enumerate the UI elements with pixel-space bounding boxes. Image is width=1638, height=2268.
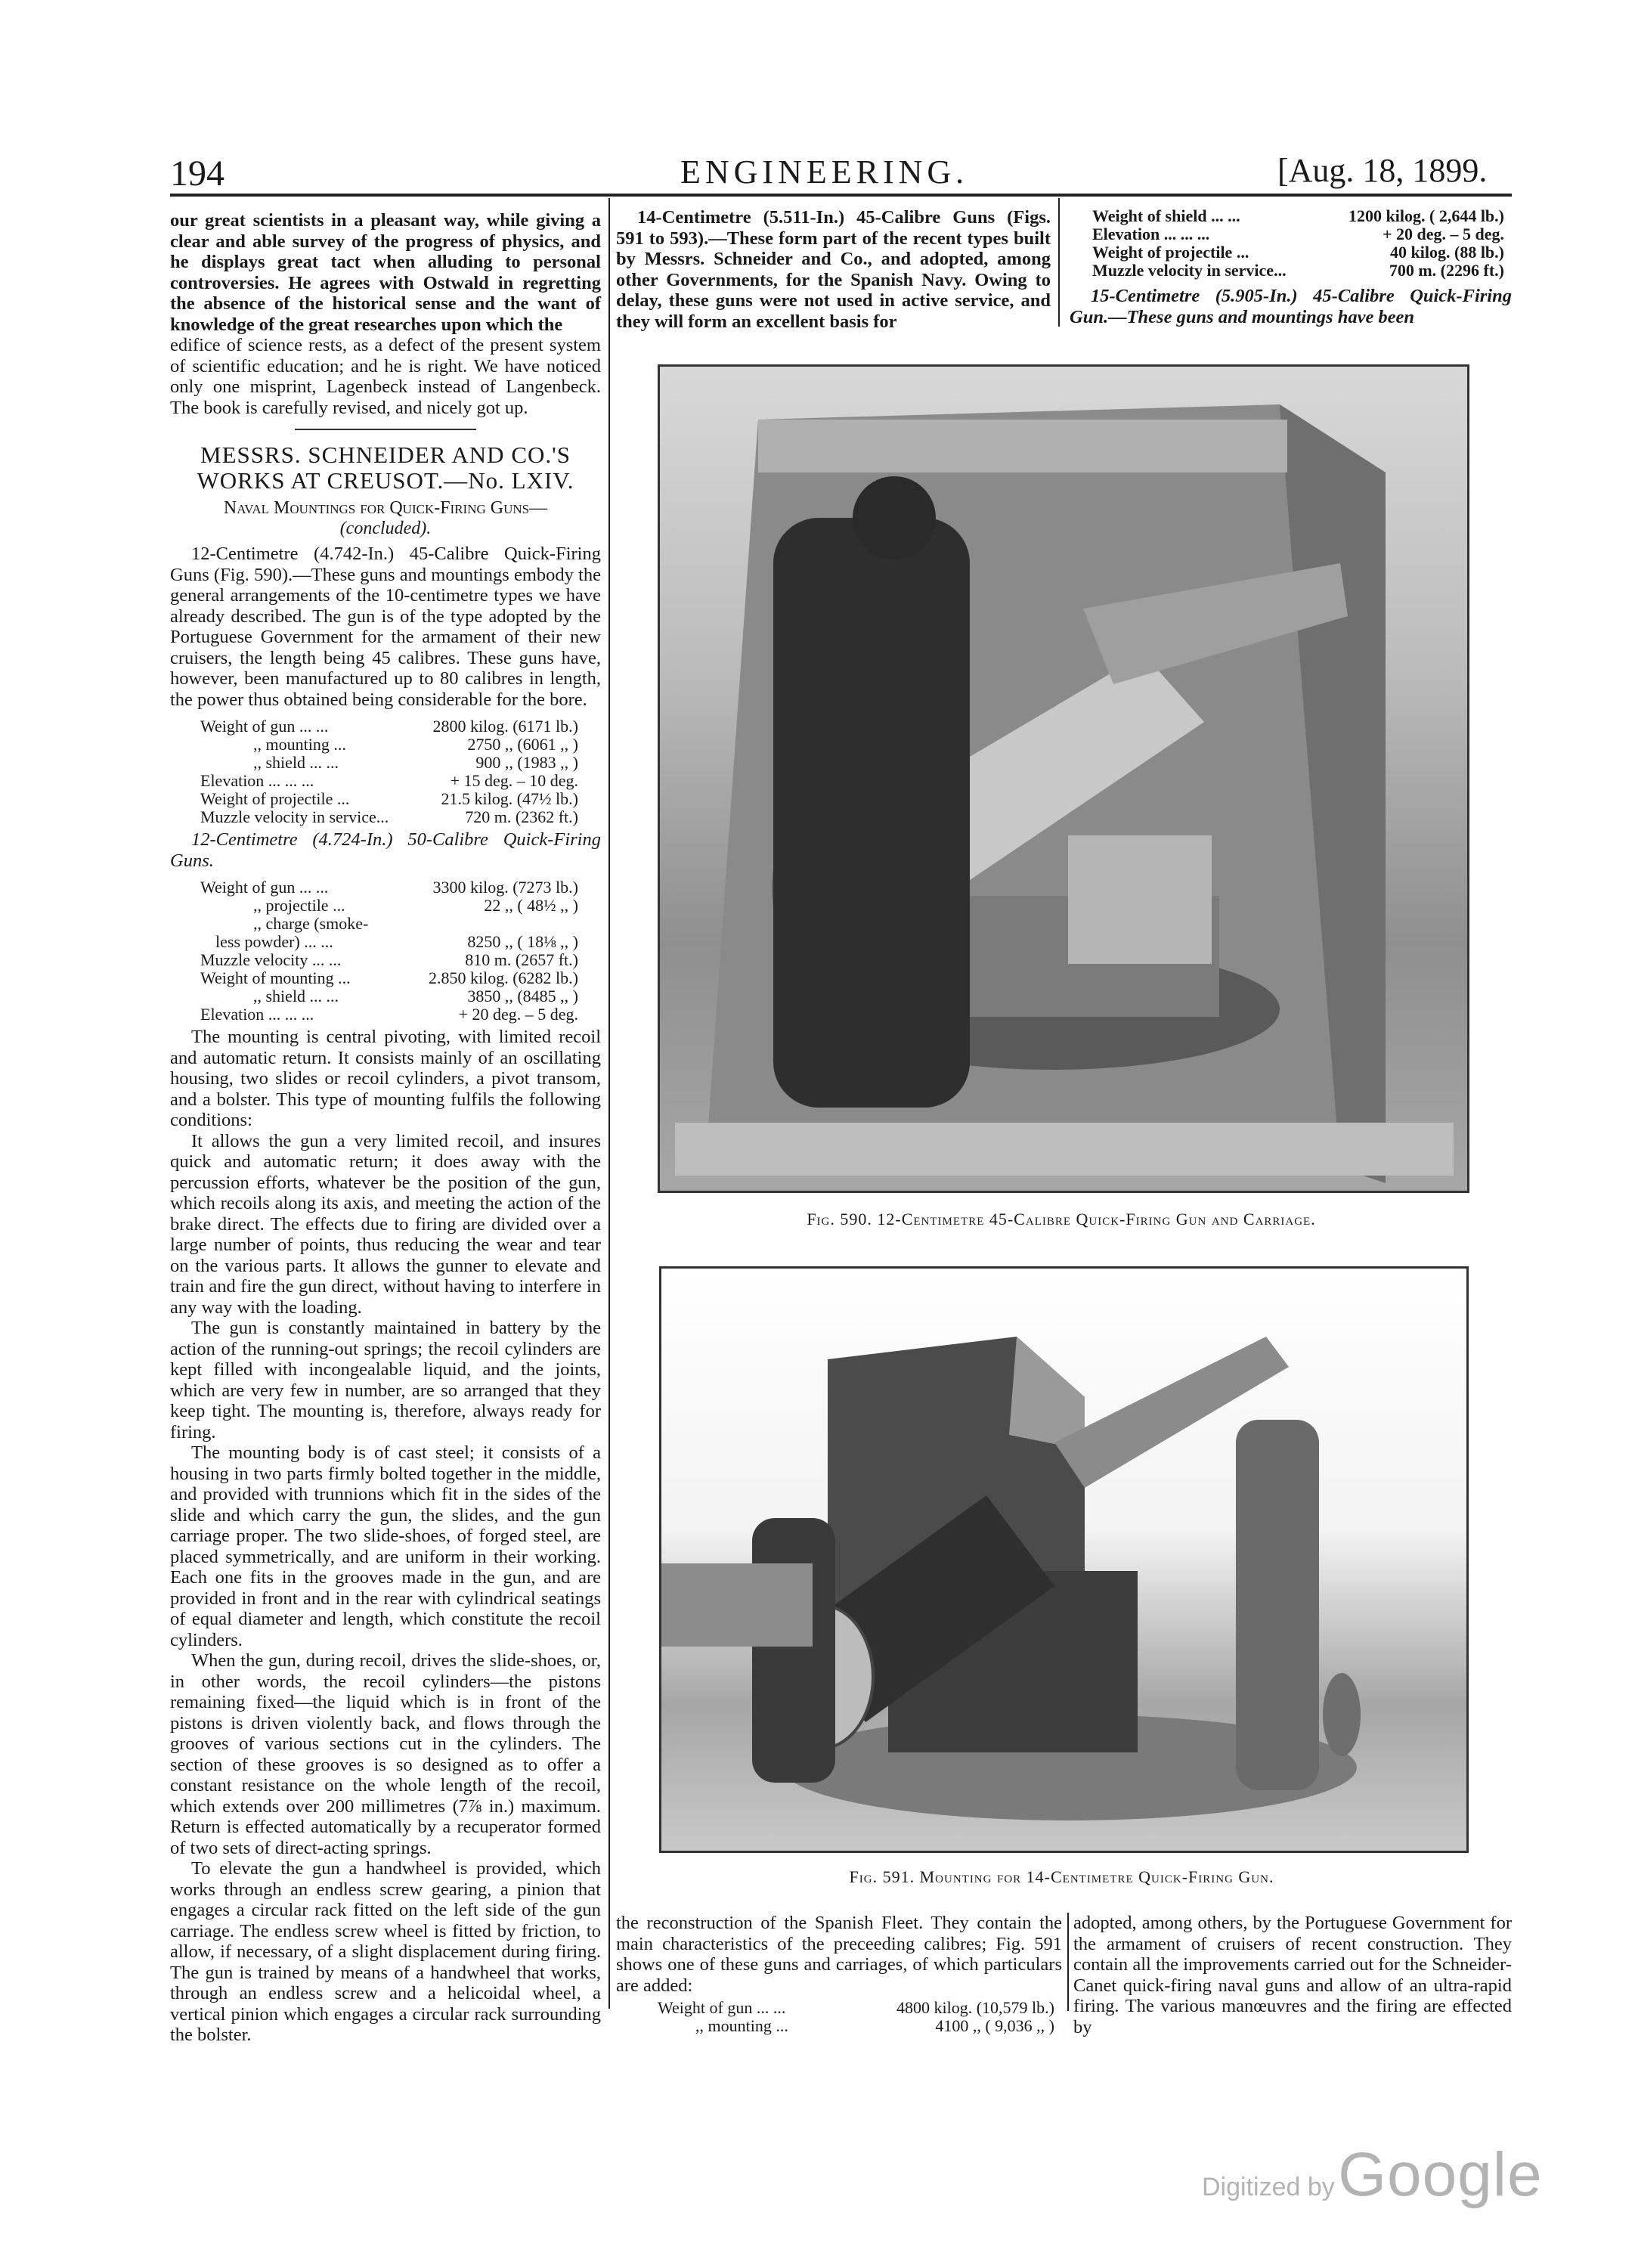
- table-row: ,, mounting ... 4100 ,, ( 9,036 ,, ): [695, 2016, 1054, 2035]
- spanish-guns-intro: 14-Centimetre (5.511-In.) 45-Calibre Guns (Figs. 591 to 593).—These form part of the recent types built by Messrs. Schneider and Co., and adopted, among other Governments, for the Spanish Navy. Owing to delay, these guns were not used in active service, and they will form an excellent basis for: [616, 207, 1051, 332]
- table-row: Weight of shield ... ... 1200 kilog. ( 2,644 lb.): [1092, 206, 1504, 225]
- table-row: Weight of gun ... ... 4800 kilog. (10,579 lb.): [658, 1998, 1054, 2017]
- paragraph-8: To elevate the gun a handwheel is provided, which works through an endless screw gearing, a pinion that engages a circular rack fitted on the left side of the gun carriage. The endless screw wheel is fitted by friction, to allow, if necessary, of a slight displacement during firing. The gun is trained by means of a handwheel that works, through an endless screw and a helicoidal wheel, a vertical pinion which engages a circular rack surrounding the bolster.: [170, 1858, 601, 2045]
- column-3-top: [1070, 207, 1512, 327]
- header-rule: [170, 194, 1512, 197]
- column-2-bottom: [616, 1913, 1062, 2035]
- column-1: [170, 210, 601, 2046]
- table-row: Weight of mounting ... 2.850 kilog. (6282 lb.): [200, 968, 578, 987]
- column-2-top: [616, 207, 1051, 332]
- gun-and-carriage-illustration: [660, 367, 1467, 1191]
- table-row: ,, mounting ... 2750 ,, (6061 ,, ): [253, 735, 578, 754]
- spec-table-12cm-45: [200, 717, 578, 826]
- table-row: ,, shield ... ... 3850 ,, (8485 ,, ): [253, 987, 578, 1005]
- table-row: Weight of gun ... ... 3300 kilog. (7273 lb.): [200, 878, 578, 897]
- paragraph-4: It allows the gun a very limited recoil, and insures quick and automatic return; it does away with the percussion efforts, whatever be the position of the gun, which recoils along its axis, and meeting the action of the brake direct. The effects due to firing are divided over a large number of points, thus reducing the wear and tear on the various parts. It allows the gunner to elevate and train and fire the gun direct, without having to interfere in any way with the loading.: [170, 1130, 601, 1318]
- table-row: Muzzle velocity in service... 700 m. (2296 ft.): [1092, 261, 1504, 280]
- table-row: Elevation ... ... ... + 15 deg. – 10 deg.: [200, 771, 578, 790]
- paragraph-7: When the gun, during recoil, drives the slide-shoes, or, in other words, the recoil cylinders—the pistons remaining fixed—the liquid which is in front of the pistons is driven violently back, and flows through the grooves of various sections cut in the cylinders. The section of these grooves is so designed as to offer a constant resistance on the whole length of the recoil, which extends over 200 millimetres (7⅞ in.) maximum. Return is effected automatically by a recuperator formed of two sets of direct-acting springs.: [170, 1650, 601, 1858]
- paragraph-6: The mounting body is of cast steel; it consists of a housing in two parts firmly bolted together in the middle, and provided with trunnions which fit in the sides of the slide and which carry the gun, the slides, and the gun carriage proper. The two slide-shoes, of forged steel, are placed symmetrically, and are uniform in their working. Each one fits in the grooves made in the gun, and are provided in front and in the rear with cylindrical seatings of equal diameter and length, which constitute the recoil cylinders.: [170, 1442, 601, 1650]
- journal-title: ENGINEERING.: [680, 153, 969, 191]
- paragraph-2: 12-Centimetre (4.724-In.) 50-Calibre Quick-Firing Guns.: [170, 829, 601, 871]
- figure-591-caption: Fig. 591. Mounting for 14-Centimetre Quick-Firing Gun.: [849, 1867, 1274, 1886]
- table-row: Muzzle velocity in service... 720 m. (2362 ft.): [200, 807, 578, 826]
- article-title-2: WORKS AT CREUSOT.—No. LXIV.: [197, 467, 574, 494]
- article-subtitle: Naval Mountings for Quick-Firing Guns—: [223, 498, 548, 518]
- spanish-fleet-text: the reconstruction of the Spanish Fleet. They contain the main characteristics of the preceeding calibres; Fig. 591 shows one of these guns and carriages, of which particulars are added:: [616, 1913, 1062, 1996]
- table-row: Weight of projectile ... 40 kilog. (88 lb.): [1092, 243, 1504, 262]
- article-title-1: MESSRS. SCHNEIDER AND CO.'S: [200, 442, 571, 468]
- portuguese-text: adopted, among others, by the Portuguese Government for the armament of cruisers of recent construction. They contain all the improvements carried out for the Schneider-Canet quick-firing naval guns and allow of an ultra-rapid firing. The various manœuvres and the firing are effected by: [1073, 1913, 1512, 2037]
- article-subtitle-concluded: (concluded).: [339, 519, 432, 538]
- column-rule-3: [1067, 1913, 1069, 2011]
- figure-590-caption: Fig. 590. 12-Centimetre 45-Calibre Quick-Firing Gun and Carriage.: [807, 1210, 1316, 1228]
- review-text: edifice of science rests, as a defect of the present system of scientific education; and he is right. We have noticed only one misprint, Lagenbeck instead of Langenbeck. The book is carefully revised, and nicely got up.: [170, 335, 601, 418]
- digitized-by-watermark: [1202, 2139, 1543, 2211]
- table-row: Weight of projectile ... 21.5 kilog. (47½ lb.): [200, 789, 578, 808]
- table-row: ,, charge (smoke-: [253, 914, 369, 933]
- table-row: ,, shield ... ... 900 ,, (1983 ,, ): [253, 753, 578, 772]
- paragraph-3: The mounting is central pivoting, with limited recoil and automatic return. It consists mainly of an oscillating housing, two slides or recoil cylinders, a pivot transom, and a bolster. This type of mounting fulfils the following conditions:: [170, 1027, 601, 1130]
- issue-date: [Aug. 18, 1899.: [1277, 152, 1488, 189]
- spec-table-14cm-591: [658, 1999, 1054, 2035]
- column-3-bottom: [1073, 1913, 1512, 2037]
- spec-table-12cm-50: [200, 878, 578, 1024]
- paragraph-1: 12-Centimetre (4.742-In.) 45-Calibre Quick-Firing Guns (Fig. 590).—These guns and mountings embody the general arrangements of the 10-centimetre types we have already described. The gun is of the type adopted by the Portuguese Government for the armament of their new cruisers, the length being 45 calibres. These guns have, however, been manufactured up to 80 calibres in length, the power thus obtained being considerable for the bore.: [170, 544, 601, 710]
- watermark-prefix: Digitized by: [1202, 2173, 1335, 2201]
- column-rule-2: [1058, 198, 1060, 327]
- table-row: Elevation ... ... ... + 20 deg. – 5 deg.: [200, 1005, 578, 1024]
- paragraph-5: The gun is constantly maintained in battery by the action of the running-out springs; the recoil cylinders are kept filled with incongealable liquid, and the joints, which are very few in number, are so arranged that they keep tight. The mounting is, therefore, always ready for firing.: [170, 1318, 601, 1442]
- figure-591-photo: [659, 1266, 1469, 1853]
- table-row: Weight of gun ... ... 2800 kilog. (6171 lb.): [200, 717, 578, 736]
- google-logo: Google: [1338, 2140, 1543, 2209]
- spec-table-14cm: [1092, 207, 1504, 280]
- review-text-bold: our great scientists in a pleasant way, while giving a clear and able survey of the progress of physics, and he displays great tact when alluding to personal controversies. He agrees with Ostwald in regretting the absence of the historical sense and the want of knowledge of the great researches upon which the: [170, 210, 601, 335]
- 15cm-intro: 15-Centimetre (5.905-In.) 45-Calibre Quick-Firing Gun.—These guns and mountings have been: [1070, 286, 1512, 327]
- table-row: ,, projectile ... 22 ,, ( 48½ ,, ): [253, 896, 578, 915]
- table-row: less powder) ... ... 8250 ,, ( 18⅛ ,, ): [215, 932, 578, 951]
- figure-590-photo: [658, 364, 1469, 1193]
- page-number: 194: [170, 153, 224, 194]
- column-rule-1: [608, 198, 610, 2009]
- short-rule: [295, 429, 476, 430]
- mounting-illustration: [661, 1269, 1466, 1851]
- table-row: Elevation ... ... ... + 20 deg. – 5 deg.: [1092, 225, 1504, 243]
- table-row: Muzzle velocity ... ... 810 m. (2657 ft.): [200, 950, 578, 969]
